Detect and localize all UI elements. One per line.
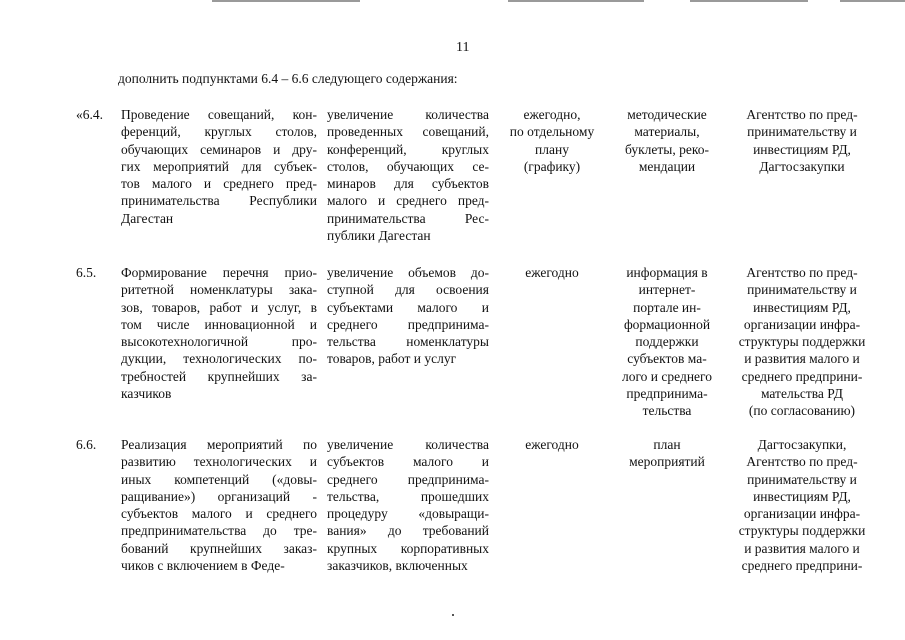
cell-line: развитию технологических и [121,454,317,470]
cell-line: предпринимательства до тре- [121,523,317,539]
cell-line: информация в [626,265,708,280]
cell-line: ежегодно [525,265,579,280]
cell-line: и развития малого и [744,351,860,367]
cell-line: требностей крупнейших за- [121,368,317,384]
item-number: 6.5. [76,265,97,280]
cell-line: субъектов ма- [627,351,707,367]
cell-line: материалы, [634,124,700,140]
cell-line: товаров, работ и услуг [327,351,457,367]
scan-edge-line [840,0,905,2]
result-cell [327,264,489,368]
result-cell [327,436,489,574]
term-cell [500,264,604,281]
cell-line: портале ин- [633,299,701,315]
cell-line: Агентство по пред- [746,454,858,470]
cell-line: ращивание») организаций - [121,488,317,504]
cell-line: бований крупнейших заказ- [121,540,317,556]
cell-line: ежегодно, [523,107,581,122]
cell-line: увеличение количества [327,437,489,452]
cell-line: (графику) [523,158,581,174]
result-cell [327,106,489,244]
cell-line: структуры поддержки [738,334,866,350]
cell-line: мероприятий [629,454,705,470]
cell-line: Дагтосзакупки [759,158,845,174]
page-number: 11 [456,40,470,55]
cell-line: процедуру «довыращи- [327,506,489,522]
cell-line: Дагтосзакупки, [757,437,847,452]
cell-line: организации инфра- [743,506,861,522]
cell-line: принимательству и [747,124,857,140]
cell-line: ференций, круглых столов, [121,124,317,140]
cell-line: вания» до требований [327,523,489,539]
cell-line: минаров для субъектов [327,176,489,192]
cell-line: увеличение количества [327,107,489,122]
cell-line: Проведение совещаний, кон- [121,107,317,122]
scan-speck [452,614,454,616]
cell-line: формационной [623,316,711,332]
cell-line: гих мероприятий для субъек- [121,158,317,174]
cell-line: ритетной номенклатуры зака- [121,282,317,298]
cell-line: Агентство по пред- [746,265,858,280]
cell-line: предпринима- [626,386,708,402]
cell-line: (по согласованию) [748,403,856,419]
cell-line: конференций, круглых [327,141,489,157]
cell-line: тельства, прошедших [327,488,489,504]
cell-line: поддержки [635,334,699,350]
cell-line: мендации [638,158,696,174]
cell-line: плану [535,141,569,157]
cell-line: мательства РД [760,386,844,402]
cell-line: казчиков [121,386,172,402]
cell-line: публики Дагестан [327,228,431,244]
cell-line: проведенных совещаний, [327,124,489,140]
cell-line: субъектов малого и [327,454,489,470]
cell-line: среднего предприни- [741,558,863,574]
intro-text: дополнить подпунктами 6.4 – 6.6 следующего содержания: [118,71,458,86]
cell-line: среднего предприни- [741,368,863,384]
executor-cell [732,436,872,574]
cell-line: обучающих семинаров и дру- [121,141,317,157]
cell-line: интернет- [638,282,696,298]
cell-line: Агентство по пред- [746,107,858,122]
scan-edge-line [212,0,360,2]
term-cell [500,106,604,175]
scan-edge-line [690,0,808,2]
event-cell [121,436,317,574]
cell-line: Формирование перечня прио- [121,265,317,280]
cell-line: принимательству и [747,282,857,298]
cell-line: иных компетенций («довы- [121,471,317,487]
event-cell [121,106,317,227]
cell-line: буклеты, реко- [625,141,709,157]
cell-line: принимательства Республики [121,193,317,209]
cell-line: лого и среднего [621,368,712,384]
cell-line: зов, товаров, работ и услуг, в [121,299,317,315]
cell-line: инвестициям РД, [753,488,851,504]
cell-line: Дагестан [121,210,174,226]
form-cell [611,264,723,420]
cell-line: инвестициям РД, [753,299,851,315]
cell-line: и развития малого и [744,540,860,556]
cell-line: тельства номенклатуры [327,334,489,350]
cell-line: увеличение объемов до- [327,265,489,280]
cell-line: Реализация мероприятий по [121,437,317,452]
cell-line: среднего предпринима- [327,316,489,332]
cell-line: субъектами малого и [327,299,489,315]
cell-line: субъектов малого и среднего [121,506,317,522]
cell-line: тельства [642,403,692,419]
form-cell [611,106,723,175]
cell-line: план [653,437,681,452]
cell-line: высокотехнологичной про- [121,334,317,350]
cell-line: дукции, технологических по- [121,351,317,367]
cell-line: среднего предпринима- [327,471,489,487]
cell-line: малого и среднего пред- [327,193,489,209]
scan-edge-line [508,0,644,2]
item-number: 6.6. [76,437,97,452]
cell-line: крупных корпоративных [327,540,489,556]
cell-line: методические [627,107,707,122]
item-number: «6.4. [76,107,103,122]
cell-line: заказчиков, включенных [327,558,468,574]
cell-line: ступной для освоения [327,282,489,298]
cell-line: тов малого и среднего пред- [121,176,317,192]
cell-line: ежегодно [525,437,579,452]
cell-line: по отдельному [509,124,595,140]
term-cell [500,436,604,453]
cell-line: инвестициям РД, [753,141,851,157]
cell-line: принимательству и [747,471,857,487]
cell-line: принимательства Рес- [327,210,489,226]
cell-line: столов, обучающих се- [327,158,489,174]
cell-line: структуры поддержки [738,523,866,539]
cell-line: чиков с включением в Феде- [121,558,285,574]
cell-line: организации инфра- [743,316,861,332]
event-cell [121,264,317,402]
executor-cell [732,106,872,175]
executor-cell [732,264,872,420]
cell-line: том числе инновационной и [121,316,317,332]
form-cell [611,436,723,471]
